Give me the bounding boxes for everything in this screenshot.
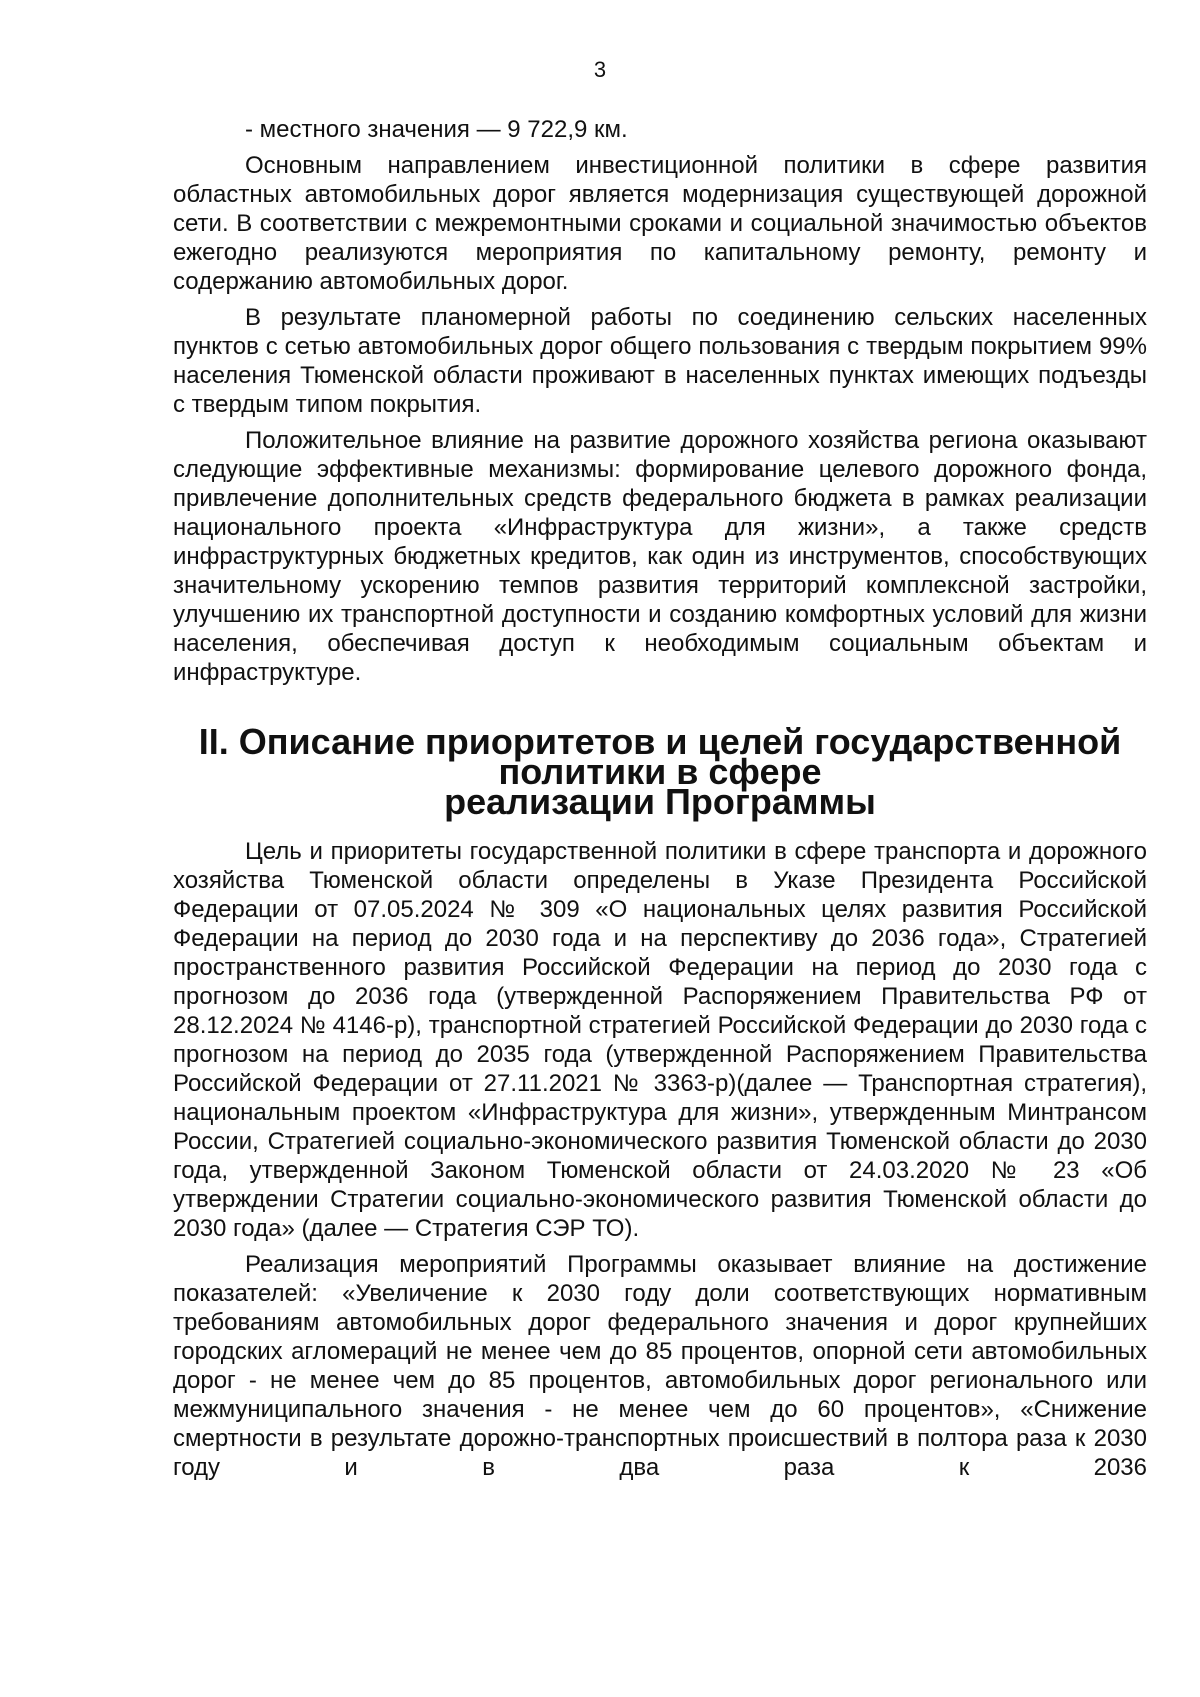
- page-number: 3: [593, 57, 607, 82]
- section-heading-line-2: реализации Программы: [444, 781, 876, 822]
- section-heading-line-1: II. Описание приоритетов и целей государственной политики в сфере: [198, 721, 1122, 792]
- paragraph-rural-connection: В результате планомерной работы по соединению сельских населенных пунктов с сетью автомобильных дорог общего пользования с твердым покрытием 99% населения Тюменской области проживают в населенных пунктах имеющих подъезды с твердым типом покрытия.: [173, 304, 1147, 418]
- paragraph-investment-policy: Основным направлением инвестиционной политики в сфере развития областных автомобильных дорог является модернизация существующей дорожной сети. В соответствии с межремонтными сроками и социальной значимостью объектов ежегодно реализуются мероприятия по капитальному ремонту, ремонту и содержанию автомобильных дорог.: [173, 152, 1147, 295]
- section-heading: [173, 721, 1147, 822]
- paragraph-positive-influence: Положительное влияние на развитие дорожного хозяйства региона оказывают следующие эффективные механизмы: формирование целевого дорожного фонда, привлечение дополнительных средств федерального бюджета в рамках реализации национального проекта «Инфраструктура для жизни», а также средств инфраструктурных бюджетных кредитов, как один из инструментов, способствующих значительному ускорению темпов развития территорий комплексной застройки, улучшению их транспортной доступности и созданию комфортных условий для жизни населения, обеспечивая доступ к необходимым социальным объектам и инфраструктуре.: [173, 427, 1147, 686]
- document-body: [173, 115, 1147, 1482]
- paragraph-local-roads: - местного значения — 9 722,9 км.: [245, 116, 628, 143]
- paragraph-policy-goals: Цель и приоритеты государственной политики в сфере транспорта и дорожного хозяйства Тюменской области определены в Указе Президента Российской Федерации от 07.05.2024 № 309 «О национальных целях развития Российской Федерации на период до 2030 года и на перспективу до 2036 года», Стратегией пространственного развития Российской Федерации на период до 2030 года с прогнозом до 2036 года (утвержденной Распоряжением Правительства РФ от 28.12.2024 № 4146-р), транспортной стратегией Российской Федерации до 2030 года с прогнозом на период до 2035 года (утвержденной Распоряжением Правительства Российской Федерации от 27.11.2021 № 3363-р)(далее — Транспортная стратегия), национальным проектом «Инфраструктура для жизни», утвержденным Минтрансом России, Стратегией социально-экономического развития Тюменской области до 2030 года, утвержденной Законом Тюменской области от 24.03.2020 № 23 «Об утверждении Стратегии социально-экономического развития Тюменской области до 2030 года» (далее — Стратегия СЭР ТО).: [173, 838, 1147, 1242]
- paragraph-program-indicators: Реализация мероприятий Программы оказывает влияние на достижение показателей: «Увеличение к 2030 году доли соответствующих нормативным требованиям автомобильных дорог федерального значения и дорог крупнейших городских агломераций не менее чем до 85 процентов, опорной сети автомобильных дорог - не менее чем до 85 процентов, автомобильных дорог регионального или межмуниципального значения - не менее чем до 60 процентов», «Снижение смертности в результате дорожно-транспортных происшествий в полтора раза к 2030 году и в два раза к 2036: [173, 1251, 1147, 1481]
